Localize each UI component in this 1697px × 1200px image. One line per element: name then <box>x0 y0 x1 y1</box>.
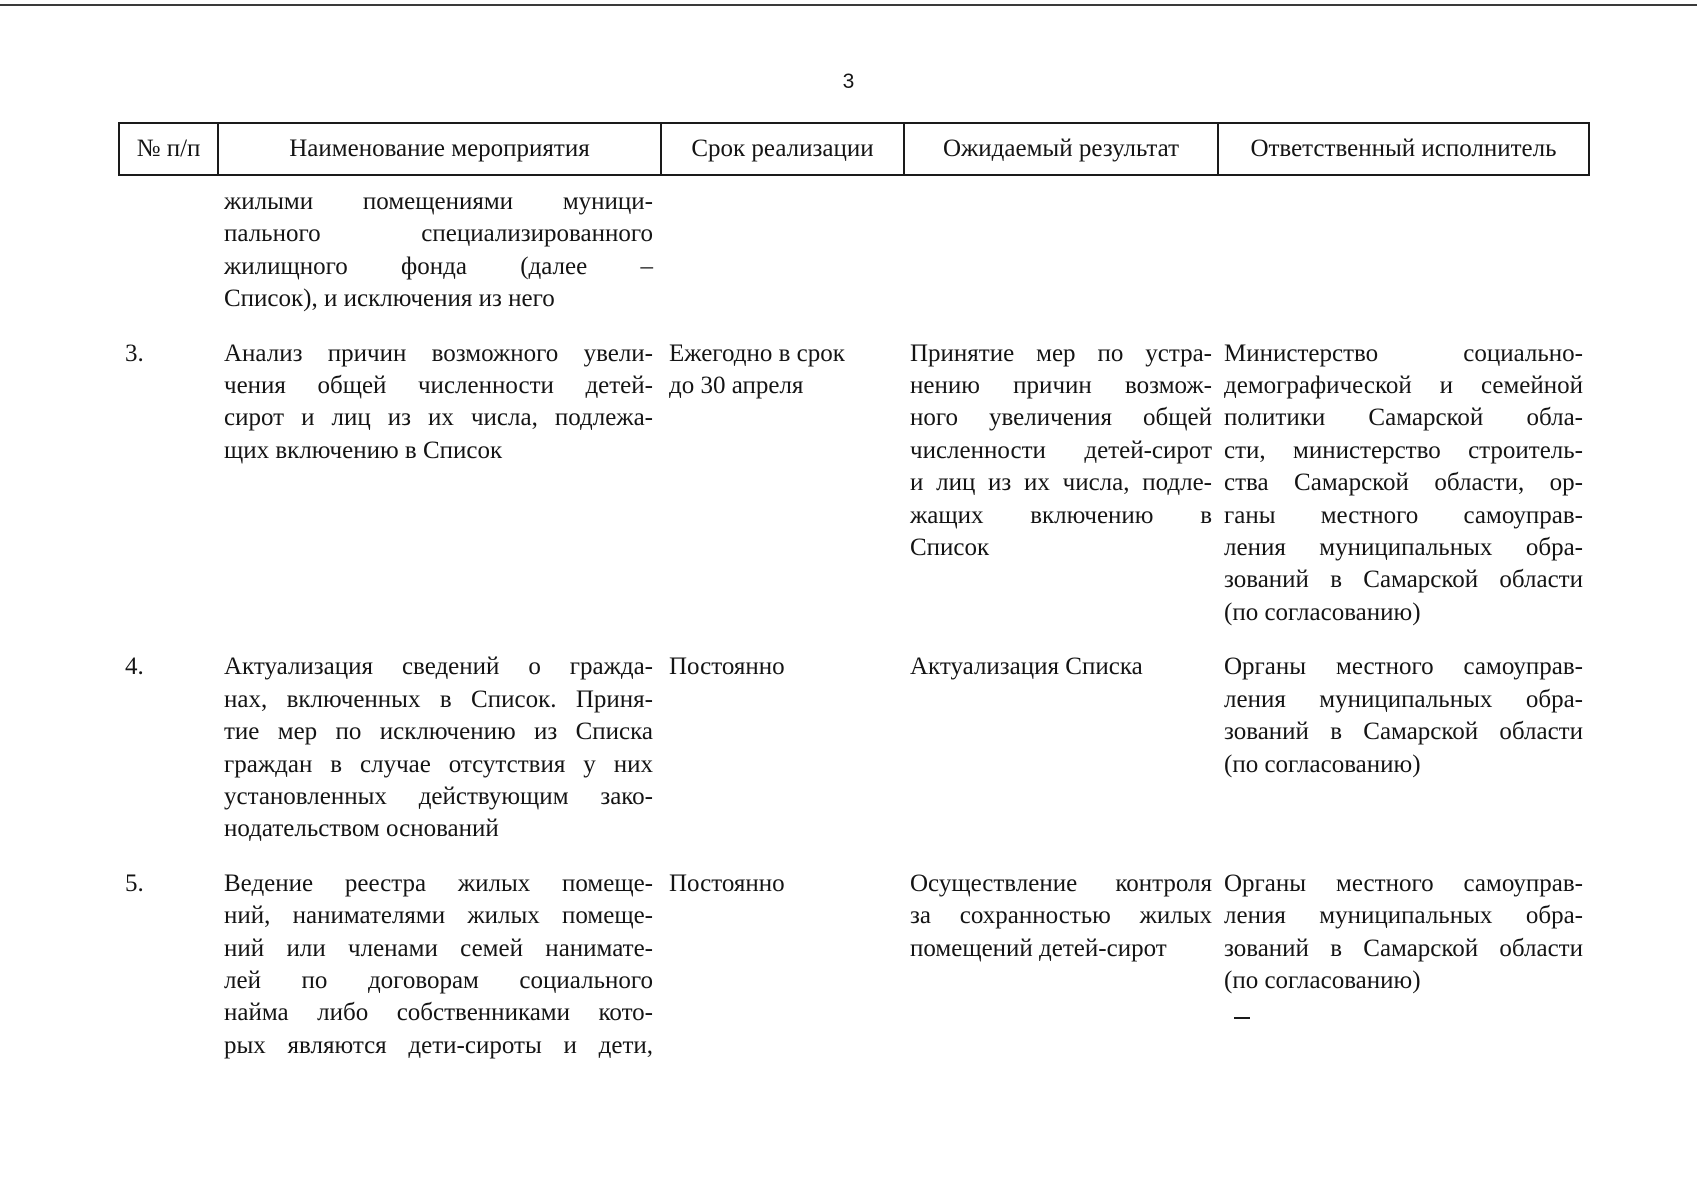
cell-name <box>218 868 661 1084</box>
cell-term <box>661 175 904 338</box>
cell-responsible <box>1218 338 1589 652</box>
cell-responsible <box>1218 651 1589 867</box>
cell-term <box>661 338 904 652</box>
cell-term <box>661 868 904 1084</box>
cell-num: 5. <box>125 869 144 897</box>
cell-responsible <box>1218 868 1589 1084</box>
text-line: Актуализация сведений о гражда- <box>224 653 653 681</box>
measures-table <box>118 122 1590 1084</box>
text-line: ления муниципальных обра- <box>1224 685 1583 713</box>
text-line: сирот и лиц из их числа, подлежа- <box>224 404 653 432</box>
header-num: № п/п <box>119 123 218 175</box>
header-result: Ожидаемый результат <box>904 123 1218 175</box>
scan-top-edge <box>0 4 1697 6</box>
text-line: и лиц из их числа, подле- <box>910 469 1212 497</box>
text-line: Осуществление контроля <box>910 869 1212 897</box>
table-header <box>119 123 1589 175</box>
text-line: Постоянно <box>669 869 785 897</box>
text-line: лей по договорам социального <box>224 966 653 994</box>
text-line: жилыми помещениями муници- <box>224 188 653 215</box>
text-line: политики Самарской обла- <box>1224 404 1583 432</box>
text-line: Постоянно <box>669 653 785 681</box>
text-line: найма либо собственниками кото- <box>224 999 653 1027</box>
table-row-continuation <box>119 175 1589 338</box>
text-line: (по согласованию) <box>1224 598 1421 626</box>
text-line: зований в Самарской области <box>1224 566 1583 594</box>
cell-name <box>218 175 661 338</box>
cell-responsible <box>1218 175 1589 338</box>
cell-num <box>119 175 218 338</box>
cell-result <box>904 175 1218 338</box>
text-line: Органы местного самоуправ- <box>1224 869 1583 897</box>
text-line: тие мер по исключению из Списка <box>224 718 653 746</box>
text-line: рых являются дети-сироты и дети, <box>224 1031 653 1059</box>
cell-term <box>661 651 904 867</box>
cell-result <box>904 338 1218 652</box>
text-line: зований в Самарской области <box>1224 718 1583 746</box>
table-row <box>119 651 1589 867</box>
text-line: граждан в случае отсутствия у них <box>224 750 653 778</box>
text-line: ства Самарской области, ор- <box>1224 469 1583 497</box>
text-line: Органы местного самоуправ- <box>1224 653 1583 681</box>
text-line: Список <box>910 534 990 562</box>
text-line: жилищного фонда (далее – <box>224 252 653 280</box>
header-responsible: Ответственный исполнитель <box>1218 123 1589 175</box>
text-line: нодательством оснований <box>224 815 499 843</box>
dash-mark <box>1234 1017 1250 1019</box>
cell-result <box>904 651 1218 867</box>
cell-num: 3. <box>125 339 144 367</box>
text-line: пального специализированного <box>224 220 653 248</box>
text-line: установленных действующим зако- <box>224 782 653 810</box>
text-line: нах, включенных в Список. Приня- <box>224 685 653 713</box>
cell-name <box>218 338 661 652</box>
text-line: ганы местного самоуправ- <box>1224 501 1583 529</box>
text-line: за сохранностью жилых <box>910 902 1212 930</box>
text-line: щих включению в Список <box>224 436 503 464</box>
text-line: Список), и исключения из него <box>224 285 555 313</box>
text-line: Принятие мер по устра- <box>910 339 1212 367</box>
cell-result <box>904 868 1218 1084</box>
text-line: численности детей-сирот <box>910 436 1212 464</box>
text-line: Министерство социально- <box>1224 339 1583 367</box>
text-line: зований в Самарской области <box>1224 934 1583 962</box>
text-line: (по согласованию) <box>1224 966 1421 994</box>
text-line: (по согласованию) <box>1224 750 1421 778</box>
cell-name <box>218 651 661 867</box>
text-line: ления муниципальных обра- <box>1224 534 1583 562</box>
text-line: Ежегодно в срок <box>669 339 845 367</box>
text-line: чения общей численности детей- <box>224 372 653 400</box>
text-line: ний или членами семей нанимате- <box>224 934 653 962</box>
page-number: 3 <box>842 70 855 93</box>
text-line: Ведение реестра жилых помеще- <box>224 869 653 897</box>
text-line: сти, министерство строитель- <box>1224 436 1583 464</box>
text-line: Актуализация Списка <box>910 653 1143 681</box>
text-line: ления муниципальных обра- <box>1224 902 1583 930</box>
text-line: нению причин возмож- <box>910 372 1212 400</box>
text-line: демографической и семейной <box>1224 372 1583 400</box>
text-line: жащих включению в <box>910 501 1212 529</box>
table-row <box>119 868 1589 1084</box>
header-term: Срок реализации <box>661 123 904 175</box>
text-line: ний, нанимателями жилых помеще- <box>224 902 653 930</box>
header-name: Наименование мероприятия <box>218 123 661 175</box>
text-line: помещений детей-сирот <box>910 934 1167 962</box>
text-line: Анализ причин возможного увели- <box>224 339 653 367</box>
table-row <box>119 338 1589 652</box>
text-line: до 30 апреля <box>669 372 804 400</box>
text-line: ного увеличения общей <box>910 404 1212 432</box>
cell-num: 4. <box>125 653 144 681</box>
